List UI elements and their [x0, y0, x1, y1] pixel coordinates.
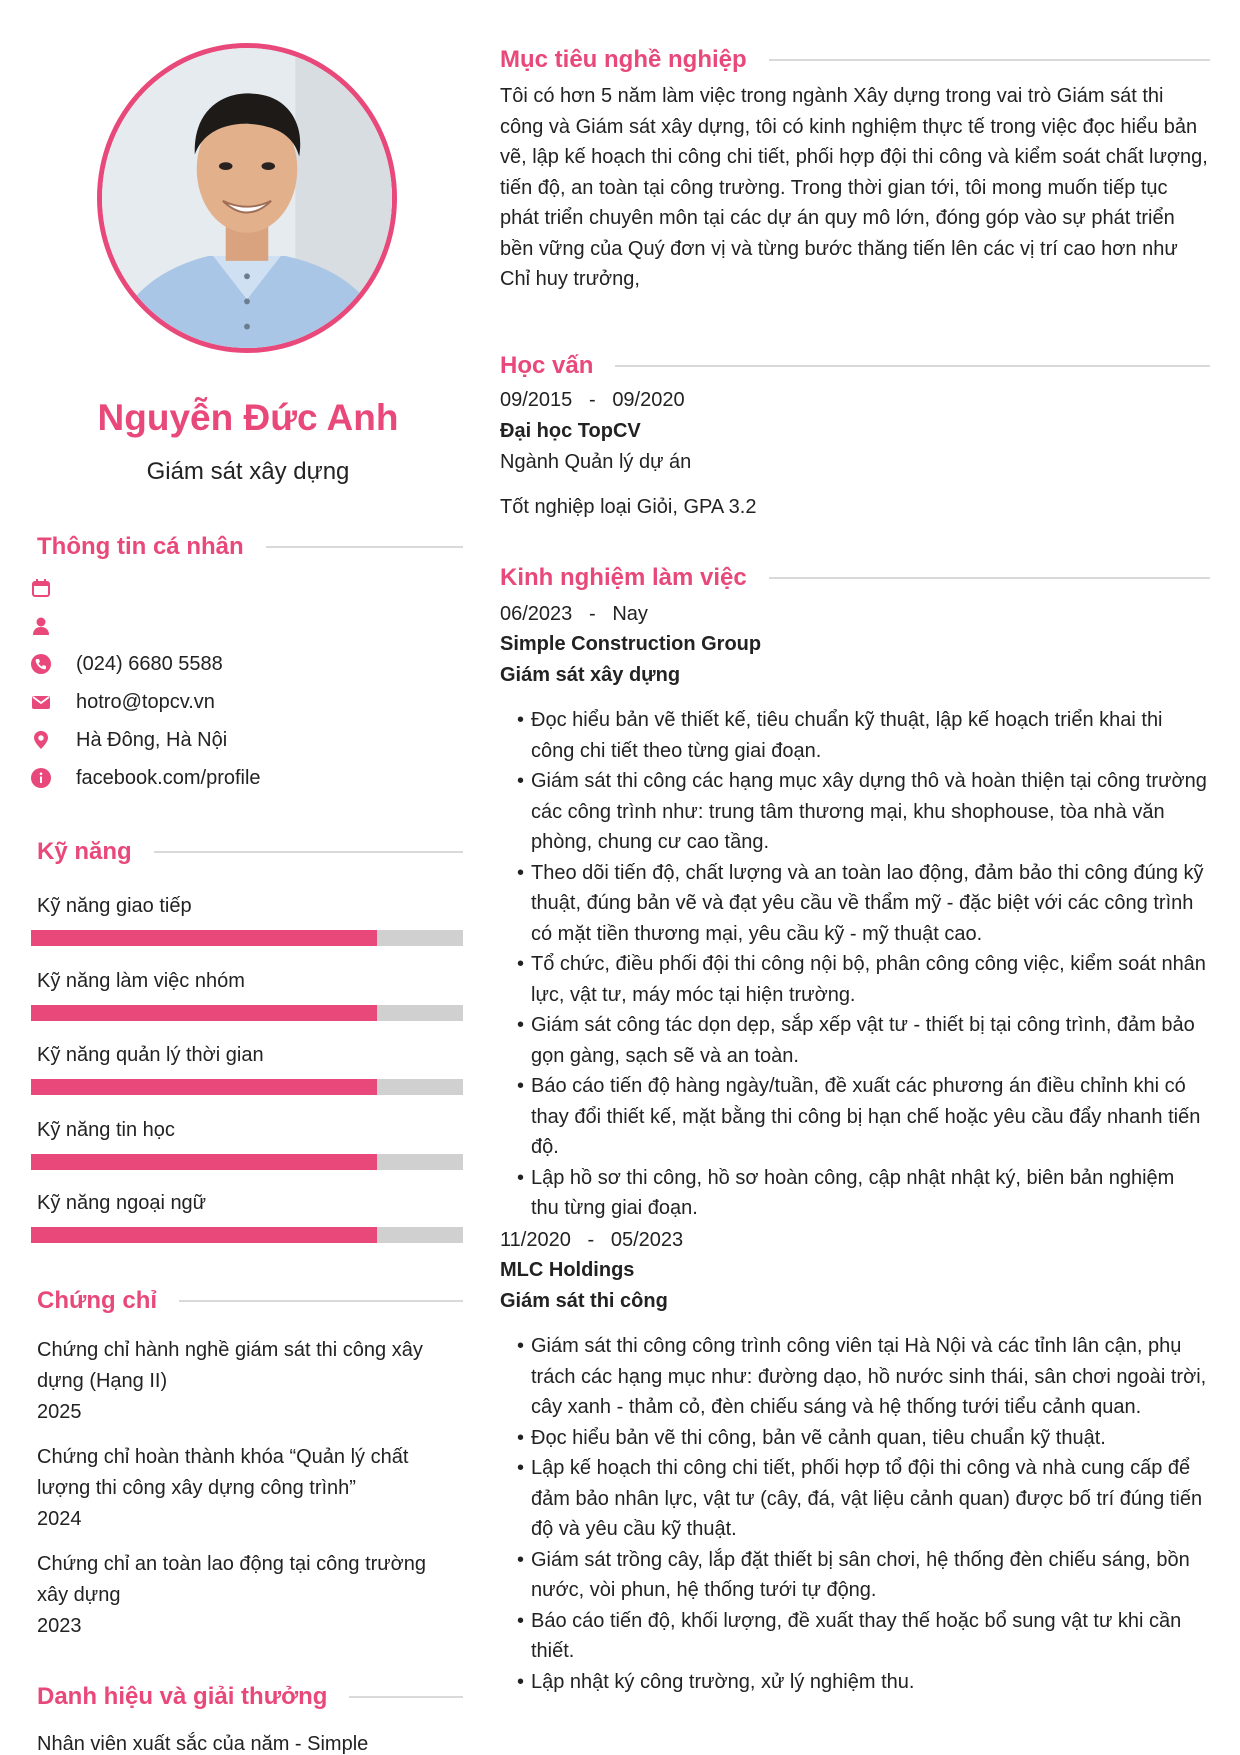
- portrait-image: [102, 48, 392, 348]
- job-bullet-item: • Giám sát trồng cây, lắp đặt thiết bị sân chơi, hệ thống đèn chiếu sáng, bồn nước, vòi phun, hệ thống tưới tự động.: [517, 1545, 1207, 1606]
- objective-text: Tôi có hơn 5 năm làm việc trong ngành Xây dựng trong vai trò Giám sát thi công và Giám sát xây dựng, tôi có kinh nghiệm thực tế trong việc đọc hiểu bản vẽ, lập kế hoạch thi công chi tiết, phối hợp đội thi công và kiểm soát chất lượng, tiến độ, an toàn tại công trường. Trong thời gian tới, tôi mong muốn tiếp tục phát triển chuyên môn tại các dự án quy mô lớn, đóng góp vào sự phát triển bền vững của Quý đơn vị và từng bước thăng tiến lên các vị trí cao hơn như Chỉ huy trưởng,: [500, 85, 1208, 290]
- job-bullet-item: • Lập hồ sơ thi công, hồ sơ hoàn công, cập nhật nhật ký, biên bản nghiệm thu từng giai đoạn.: [517, 1163, 1207, 1224]
- education-school: Đại học TopCV: [500, 420, 641, 442]
- job-company: MLC Holdings: [500, 1259, 635, 1281]
- avatar: [97, 43, 397, 353]
- skills-heading: Kỹ năng: [37, 838, 463, 866]
- job-company: Simple Construction Group: [500, 633, 762, 655]
- certificates-heading: Chứng chỉ: [37, 1287, 463, 1315]
- job-bullet-item: • Báo cáo tiến độ hàng ngày/tuần, đề xuất các phương án điều chỉnh khi có thay đổi thiết kế, mặt bằng thi công bị hạn chế hoặc yêu cầu đẩy nhanh tiến độ.: [517, 1071, 1207, 1163]
- job-bullet-item: • Theo dõi tiến độ, chất lượng và an toàn lao động, đảm bảo thi công đúng kỹ thuật, đúng bản vẽ và đạt yêu cầu về thẩm mỹ - đặc biệt với các công trình có mặt tiền thương mại, yêu cầu kỹ - mỹ thuật cao.: [517, 858, 1207, 950]
- certificate-item: [37, 1335, 457, 1428]
- info-row-address: Hà Đông, Hà Nội: [30, 725, 227, 755]
- job-bullet-item: • Lập nhật ký công trường, xử lý nghiệm thu.: [517, 1667, 1207, 1698]
- job-bullet-item: • Đọc hiểu bản vẽ thi công, bản vẽ cảnh quan, tiêu chuẩn kỹ thuật.: [517, 1423, 1207, 1454]
- education-heading: Học vấn: [500, 352, 1210, 380]
- skill-label: Kỹ năng tin học: [37, 1119, 175, 1141]
- section-divider: [179, 1300, 463, 1302]
- job-bullet-item: • Đọc hiểu bản vẽ thiết kế, tiêu chuẩn kỹ thuật, lập kế hoạch triển khai thi công chi tiết theo từng giai đoạn.: [517, 705, 1207, 766]
- job-bullet-item: • Giám sát thi công các hạng mục xây dựng thô và hoàn thiện tại công trường các công trình như: trung tâm thương mại, khu shophouse, tòa nhà văn phòng, chung cư cao tầng.: [517, 766, 1207, 858]
- education-dates: 09/2015 - 09/2020: [500, 389, 685, 411]
- skill-bar: [31, 1154, 463, 1170]
- skill-bar: [31, 1079, 463, 1095]
- skill-bar-fill: [31, 1079, 377, 1095]
- education-note: Tốt nghiệp loại Giỏi, GPA 3.2: [500, 496, 757, 518]
- award-item: Nhân viên xuất sắc của năm - Simple: [37, 1733, 369, 1755]
- job-bullet-item: • Báo cáo tiến độ, khối lượng, đề xuất thay thế hoặc bổ sung vật tư khi cần thiết.: [517, 1606, 1207, 1667]
- experience-heading: Kinh nghiệm làm việc: [500, 564, 1210, 592]
- job-position: Giám sát thi công: [500, 1290, 668, 1312]
- skill-bar-fill: [31, 930, 377, 946]
- calendar-icon: [30, 577, 52, 599]
- section-divider: [266, 546, 463, 548]
- info-row-email: hotro@topcv.vn: [30, 687, 215, 717]
- certificate-name: Chứng chỉ an toàn lao động tại công trường xây dựng: [37, 1553, 427, 1606]
- education-major: Ngành Quản lý dự án: [500, 451, 692, 473]
- skill-label: Kỹ năng quản lý thời gian: [37, 1044, 264, 1066]
- skill-bar-fill: [31, 1154, 377, 1170]
- job-position: Giám sát xây dựng: [500, 664, 681, 686]
- awards-heading: Danh hiệu và giải thưởng: [37, 1683, 463, 1711]
- section-divider: [769, 59, 1210, 61]
- skill-bar: [31, 1005, 463, 1021]
- candidate-title: Giám sát xây dựng: [146, 458, 350, 485]
- email-icon: [30, 691, 52, 713]
- personal-info-heading: Thông tin cá nhân: [37, 533, 463, 561]
- info-row-gender: [30, 611, 76, 641]
- skill-bar: [31, 930, 463, 946]
- phone-icon: [30, 653, 52, 675]
- skill-bar: [31, 1227, 463, 1243]
- info-row-phone: (024) 6680 5588: [30, 649, 223, 679]
- skill-label: Kỹ năng giao tiếp: [37, 895, 192, 917]
- skill-label: Kỹ năng ngoại ngữ: [37, 1192, 207, 1214]
- objective-heading: Mục tiêu nghề nghiệp: [500, 46, 1210, 74]
- job-bullets: [517, 1331, 1207, 1697]
- certificate-name: Chứng chỉ hoàn thành khóa “Quản lý chất lượng thi công xây dựng công trình”: [37, 1446, 409, 1499]
- certificate-year: 2023: [37, 1615, 82, 1637]
- certificate-item: [37, 1549, 457, 1642]
- section-divider: [349, 1696, 463, 1698]
- job-bullet-item: • Giám sát thi công công trình công viên tại Hà Nội và các tỉnh lân cận, phụ trách các hạng mục như: đường dạo, hồ nước sinh thái, sân chơi ngoài trời, cây xanh - thảm cỏ, đèn chiếu sáng và hệ thống tưới tiểu cảnh quan.: [517, 1331, 1207, 1423]
- user-icon: [30, 615, 52, 637]
- location-icon: [30, 729, 52, 751]
- job-bullet-item: • Lập kế hoạch thi công chi tiết, phối hợp tổ đội thi công và nhà cung cấp để đảm bảo nhân lực, vật tư (cây, đá, vật liệu cảnh quan) được bố trí đúng tiến độ và yêu cầu kỹ thuật.: [517, 1453, 1207, 1545]
- section-divider: [769, 577, 1210, 579]
- job-dates: 11/2020 - 05/2023: [500, 1229, 684, 1251]
- info-icon: [30, 767, 52, 789]
- info-row-birthday: [30, 573, 76, 603]
- job-dates: 06/2023 - Nay: [500, 603, 648, 625]
- job-bullets: [517, 705, 1207, 1224]
- candidate-name: Nguyễn Đức Anh: [97, 397, 399, 438]
- job-bullet-item: • Tổ chức, điều phối đội thi công nội bộ, phân công công việc, kiểm soát nhân lực, vật tư, máy móc tại hiện trường.: [517, 949, 1207, 1010]
- section-divider: [615, 365, 1210, 367]
- skill-label: Kỹ năng làm việc nhóm: [37, 970, 245, 992]
- certificate-name: Chứng chỉ hành nghề giám sát thi công xây dựng (Hạng II): [37, 1339, 423, 1392]
- left-column: [0, 0, 470, 1755]
- skill-bar-fill: [31, 1227, 377, 1243]
- certificate-item: [37, 1442, 457, 1535]
- certificate-year: 2025: [37, 1401, 82, 1423]
- info-row-website: [30, 763, 261, 793]
- skill-bar-fill: [31, 1005, 377, 1021]
- website-link[interactable]: facebook.com/profile: [76, 766, 261, 789]
- job-bullet-item: • Giám sát công tác dọn dẹp, sắp xếp vật tư - thiết bị tại công trình, đảm bảo gọn gàng, sạch sẽ và an toàn.: [517, 1010, 1207, 1071]
- certificate-year: 2024: [37, 1508, 82, 1530]
- section-divider: [154, 851, 463, 853]
